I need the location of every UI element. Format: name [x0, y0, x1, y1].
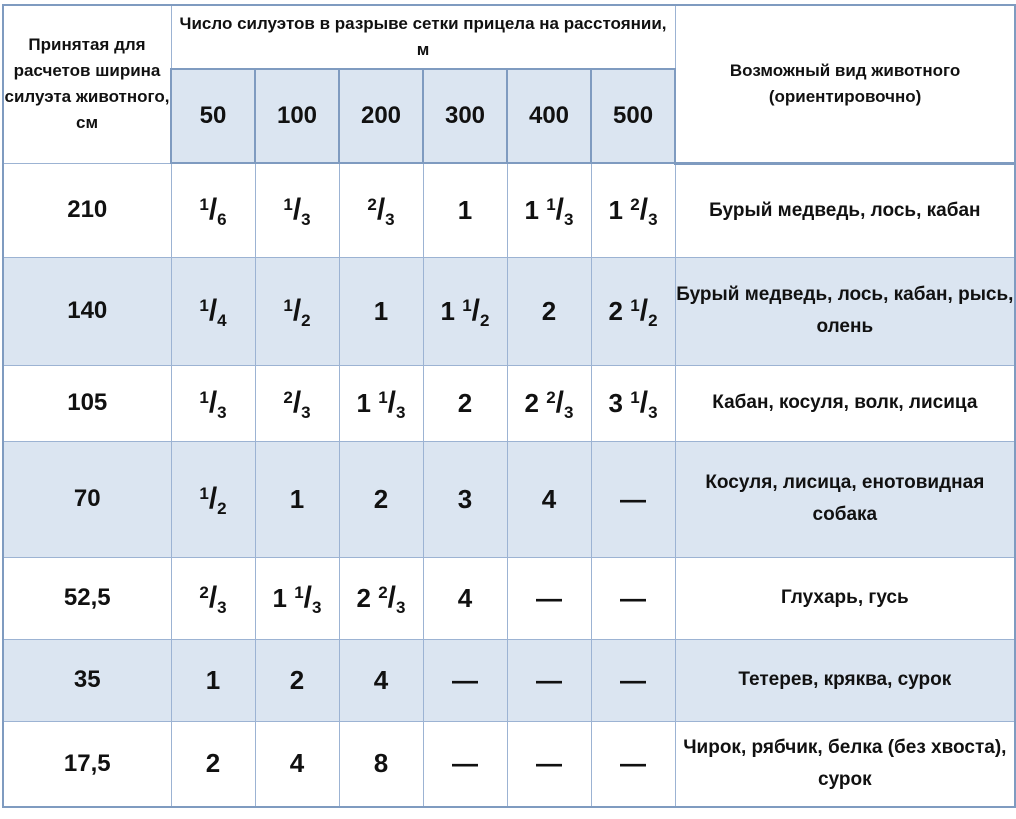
animal-species-cell: Чирок, рябчик, белка (без хвоста), сурок — [675, 721, 1015, 807]
whole-part: 3 — [457, 483, 473, 514]
fraction-denominator: 3 — [648, 210, 658, 230]
silhouette-count-cell — [423, 557, 507, 639]
fraction-denominator: 3 — [396, 403, 406, 422]
fraction-denominator: 3 — [217, 598, 227, 617]
silhouette-count-cell — [591, 721, 675, 807]
fraction-numerator: 1 — [199, 296, 209, 315]
silhouette-count-cell — [339, 639, 423, 721]
animal-column-header: Возможный вид животного (ориентировочно) — [675, 5, 1015, 163]
silhouette-count-cell — [255, 639, 339, 721]
whole-part: 2 — [524, 388, 539, 418]
silhouette-count-cell — [255, 721, 339, 807]
fraction-numerator: 1 — [462, 296, 472, 315]
animal-species-cell: Бурый медведь, лось, кабан, рысь, олень — [675, 257, 1015, 365]
whole-part: 1 — [457, 194, 473, 225]
animal-species-cell: Глухарь, гусь — [675, 557, 1015, 639]
reticle-table — [2, 4, 1016, 808]
silhouette-count-cell — [171, 639, 255, 721]
silhouette-count-cell — [507, 639, 591, 721]
silhouette-width-cell: 140 — [3, 257, 171, 365]
silhouette-width-cell: 52,5 — [3, 557, 171, 639]
whole-part: 1 — [373, 295, 389, 326]
silhouette-count-cell — [255, 163, 339, 257]
distance-header-0: 50 — [171, 69, 255, 163]
silhouette-count-cell — [507, 163, 591, 257]
whole-part: 2 — [457, 387, 473, 418]
fraction-numerator: 2 — [546, 388, 556, 407]
fraction-slash: / — [208, 482, 218, 515]
fraction-numerator: 1 — [378, 388, 388, 407]
fraction-numerator: 2 — [283, 388, 293, 407]
fraction-slash: / — [387, 386, 397, 419]
silhouette-count-cell — [423, 441, 507, 557]
count-group-header: Число силуэтов в разрыве сетки прицела на расстоянии, м — [171, 5, 675, 69]
fraction-denominator: 3 — [385, 210, 395, 230]
fraction-denominator: 3 — [564, 403, 574, 422]
whole-part: 1 — [356, 388, 371, 418]
silhouette-width-cell: 105 — [3, 365, 171, 441]
table-row — [3, 365, 1015, 441]
whole-part: — — [620, 664, 647, 695]
whole-part: 2 — [289, 664, 305, 695]
silhouette-count-cell — [339, 721, 423, 807]
whole-part: — — [620, 483, 647, 514]
distance-header-1: 100 — [255, 69, 339, 163]
width-column-header: Принятая для расчетов ширина силуэта животного, см — [3, 5, 171, 163]
whole-part: 1 — [608, 195, 624, 226]
whole-part: 2 — [205, 748, 221, 779]
fraction-denominator: 3 — [217, 403, 227, 422]
fraction-numerator: 1 — [294, 583, 304, 602]
silhouette-count-cell — [171, 257, 255, 365]
silhouette-count-cell — [171, 557, 255, 639]
fraction-numerator: 1 — [630, 388, 640, 407]
fraction-numerator: 2 — [630, 195, 640, 215]
whole-part: 1 — [272, 583, 287, 613]
whole-part: — — [452, 748, 478, 779]
whole-part: 2 — [373, 483, 389, 514]
table-row — [3, 721, 1015, 807]
fraction-numerator: 1 — [199, 195, 209, 215]
whole-part: 1 — [289, 483, 305, 514]
silhouette-count-cell — [339, 257, 423, 365]
silhouette-count-cell — [423, 639, 507, 721]
fraction-denominator: 3 — [301, 403, 311, 422]
silhouette-count-cell — [339, 557, 423, 639]
whole-part: 2 — [356, 583, 371, 613]
whole-part: 3 — [608, 388, 624, 418]
whole-part: — — [620, 582, 647, 613]
fraction-numerator: 1 — [199, 388, 209, 407]
table-row — [3, 257, 1015, 365]
fraction-slash: / — [639, 386, 649, 419]
silhouette-count-cell — [339, 365, 423, 441]
silhouette-count-cell — [423, 365, 507, 441]
silhouette-count-cell — [591, 257, 675, 365]
table-row — [3, 639, 1015, 721]
fraction-slash: / — [292, 193, 302, 227]
whole-part: — — [620, 748, 647, 779]
fraction-denominator: 3 — [396, 598, 406, 617]
fraction-denominator: 2 — [301, 311, 311, 330]
fraction-slash: / — [555, 193, 565, 227]
fraction-numerator: 1 — [283, 296, 293, 315]
fraction-denominator: 2 — [648, 311, 658, 330]
whole-part: 2 — [608, 296, 624, 326]
fraction-denominator: 2 — [217, 499, 227, 518]
fraction-slash: / — [208, 386, 218, 419]
fraction-slash: / — [639, 294, 649, 327]
silhouette-width-cell: 17,5 — [3, 721, 171, 807]
fraction-slash: / — [208, 581, 218, 614]
silhouette-count-cell — [591, 163, 675, 257]
silhouette-count-cell — [507, 441, 591, 557]
fraction-slash: / — [208, 294, 218, 327]
fraction-numerator: 1 — [630, 296, 640, 315]
silhouette-width-cell: 210 — [3, 163, 171, 257]
whole-part: 1 — [205, 664, 221, 695]
whole-part: 4 — [289, 748, 305, 779]
silhouette-count-cell — [255, 441, 339, 557]
animal-species-cell: Бурый медведь, лось, кабан — [675, 163, 1015, 257]
silhouette-count-cell — [171, 365, 255, 441]
fraction-slash: / — [303, 581, 313, 614]
fraction-slash: / — [555, 386, 565, 419]
fraction-numerator: 1 — [283, 195, 293, 215]
fraction-denominator: 3 — [648, 403, 658, 422]
silhouette-width-cell: 70 — [3, 441, 171, 557]
fraction-slash: / — [208, 193, 218, 227]
silhouette-count-cell — [507, 557, 591, 639]
silhouette-width-cell: 35 — [3, 639, 171, 721]
silhouette-count-cell — [591, 441, 675, 557]
silhouette-count-cell — [507, 721, 591, 807]
whole-part: — — [536, 582, 562, 613]
distance-header-3: 300 — [423, 69, 507, 163]
silhouette-count-cell — [423, 721, 507, 807]
whole-part: 4 — [373, 664, 389, 695]
whole-part: — — [452, 664, 478, 695]
fraction-denominator: 3 — [312, 598, 322, 617]
fraction-slash: / — [292, 386, 302, 419]
table-row — [3, 557, 1015, 639]
fraction-denominator: 3 — [564, 210, 574, 230]
distance-header-4: 400 — [507, 69, 591, 163]
fraction-denominator: 2 — [480, 311, 490, 330]
whole-part: 2 — [541, 295, 557, 326]
silhouette-count-cell — [507, 365, 591, 441]
animal-species-cell: Кабан, косуля, волк, лисица — [675, 365, 1015, 441]
silhouette-count-cell — [423, 163, 507, 257]
fraction-slash: / — [292, 294, 302, 327]
fraction-denominator: 6 — [217, 210, 227, 230]
silhouette-count-cell — [507, 257, 591, 365]
table-row — [3, 441, 1015, 557]
whole-part: 8 — [373, 748, 389, 779]
whole-part: — — [536, 664, 562, 695]
fraction-numerator: 2 — [367, 195, 377, 215]
distance-header-5: 500 — [591, 69, 675, 163]
fraction-denominator: 4 — [217, 311, 227, 330]
animal-species-cell: Косуля, лисица, енотовидная собака — [675, 441, 1015, 557]
silhouette-count-cell — [591, 639, 675, 721]
fraction-numerator: 1 — [546, 195, 556, 215]
fraction-denominator: 3 — [301, 210, 311, 230]
fraction-numerator: 2 — [199, 583, 209, 602]
whole-part: 4 — [541, 483, 557, 514]
silhouette-count-cell — [171, 441, 255, 557]
fraction-slash: / — [639, 193, 649, 227]
whole-part: — — [536, 748, 562, 779]
silhouette-count-cell — [171, 721, 255, 807]
fraction-slash: / — [387, 581, 397, 614]
animal-species-cell: Тетерев, кряква, сурок — [675, 639, 1015, 721]
fraction-numerator: 1 — [199, 484, 209, 503]
silhouette-count-cell — [255, 365, 339, 441]
whole-part: 1 — [440, 296, 455, 326]
whole-part: 1 — [524, 195, 539, 226]
whole-part: 4 — [457, 582, 473, 613]
silhouette-count-cell — [255, 257, 339, 365]
fraction-slash: / — [471, 294, 481, 327]
silhouette-count-cell — [423, 257, 507, 365]
fraction-slash: / — [376, 193, 386, 227]
silhouette-count-cell — [171, 163, 255, 257]
silhouette-count-cell — [339, 163, 423, 257]
silhouette-count-cell — [255, 557, 339, 639]
distance-header-2: 200 — [339, 69, 423, 163]
table-row — [3, 163, 1015, 257]
silhouette-count-cell — [591, 557, 675, 639]
silhouette-count-cell — [591, 365, 675, 441]
fraction-numerator: 2 — [378, 583, 388, 602]
silhouette-count-cell — [339, 441, 423, 557]
